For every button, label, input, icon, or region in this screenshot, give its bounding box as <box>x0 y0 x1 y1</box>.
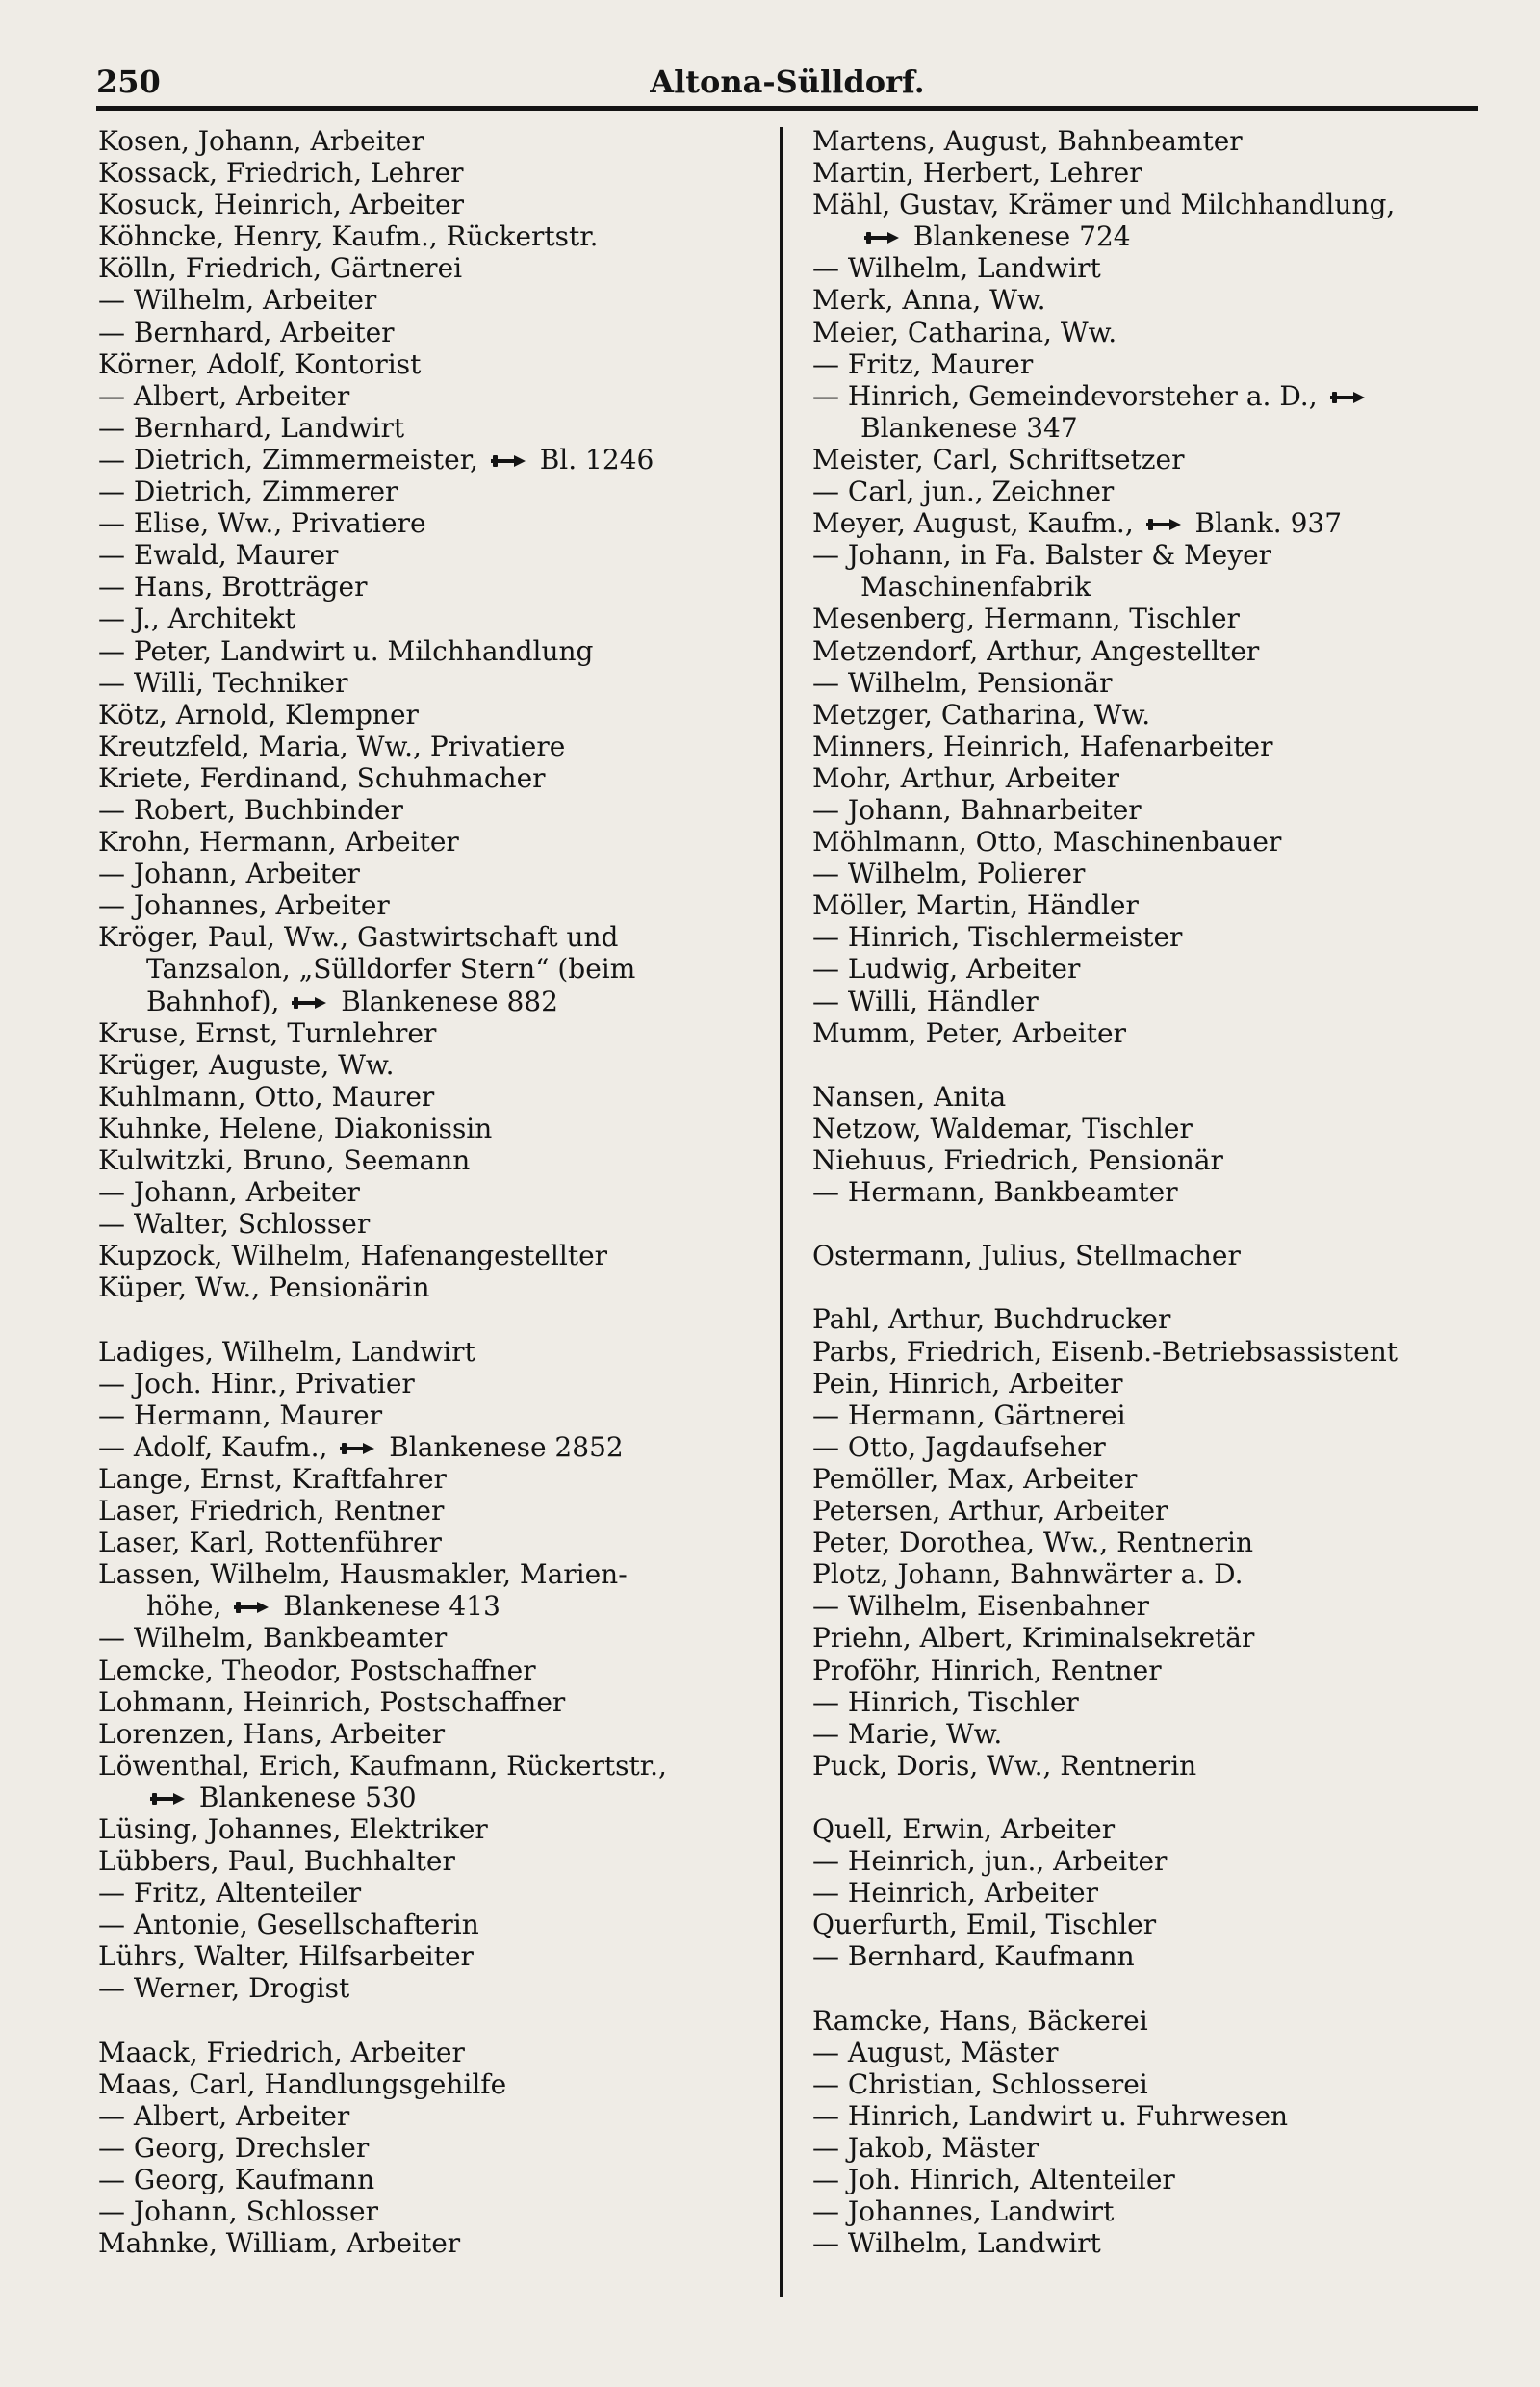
directory-entry <box>812 1176 1486 1208</box>
entry-line: — Hinrich, Tischler <box>812 1685 1079 1718</box>
entry-line: — Willi, Händler <box>812 985 1039 1017</box>
directory-entry <box>812 858 1486 889</box>
directory-entry <box>98 1463 772 1495</box>
entry-line: — Werner, Drogist <box>98 1972 350 2005</box>
directory-entry <box>812 1527 1486 1558</box>
directory-entry <box>98 571 772 603</box>
directory-entry <box>98 157 772 189</box>
directory-entry <box>98 889 772 921</box>
directory-entry <box>98 2132 772 2164</box>
directory-entry <box>812 1495 1486 1527</box>
entry-line: — Johann, Arbeiter <box>98 1176 360 1209</box>
entry-line: — Bernhard, Arbeiter <box>98 316 395 348</box>
telephone-icon <box>1330 391 1365 404</box>
column-divider <box>780 127 783 2297</box>
directory-entry <box>812 1017 1486 1049</box>
directory-entry <box>812 603 1486 634</box>
entry-line: — August, Mäster <box>812 2036 1059 2068</box>
directory-entry <box>812 699 1486 731</box>
directory-entry <box>812 1940 1486 1972</box>
telephone-icon <box>150 1792 185 1806</box>
directory-entry <box>98 1240 772 1271</box>
entry-line: — Elise, Ww., Privatiere <box>98 507 426 540</box>
directory-entry <box>98 1208 772 1240</box>
directory-entry <box>98 539 772 571</box>
entry-line: — Fritz, Altenteiler <box>98 1877 362 1910</box>
entry-line: Möller, Martin, Händler <box>812 889 1139 922</box>
directory-entry <box>812 2037 1486 2068</box>
entry-line: Lübbers, Paul, Buchhalter <box>98 1845 455 1878</box>
directory-entry <box>98 2100 772 2132</box>
directory-entry <box>812 444 1486 475</box>
entry-line: — Ludwig, Arbeiter <box>812 953 1081 986</box>
entry-line: Metzger, Catharina, Ww. <box>812 698 1151 731</box>
entry-line: — Georg, Drechsler <box>98 2131 370 2164</box>
directory-entry <box>98 1558 772 1622</box>
directory-entry <box>98 1049 772 1081</box>
directory-entry <box>98 1750 772 1813</box>
entry-line: — Robert, Buchbinder <box>98 793 403 826</box>
entry-line: Pahl, Arthur, Buchdrucker <box>812 1303 1171 1336</box>
directory-entry <box>98 2227 772 2259</box>
directory-entry <box>812 2068 1486 2100</box>
right-column <box>812 125 1486 2259</box>
entry-line: — Johannes, Landwirt <box>812 2195 1115 2228</box>
entry-line: — Albert, Arbeiter <box>98 379 350 412</box>
directory-entry <box>812 889 1486 921</box>
directory-entry <box>812 667 1486 699</box>
directory-entry <box>98 2195 772 2227</box>
directory-entry <box>98 1813 772 1845</box>
directory-entry <box>812 1431 1486 1463</box>
entry-line: — Joh. Hinrich, Altenteiler <box>812 2164 1175 2195</box>
directory-entry <box>812 539 1486 603</box>
directory-entry <box>98 762 772 794</box>
entry-line: Quell, Erwin, Arbeiter <box>812 1812 1116 1845</box>
telephone-icon <box>491 454 526 468</box>
directory-entry <box>812 1558 1486 1590</box>
directory-entry <box>98 794 772 826</box>
directory-entry <box>812 2227 1486 2259</box>
entry-line: Maas, Carl, Handlungsgehilfe <box>98 2067 507 2100</box>
directory-entry <box>812 252 1486 284</box>
directory-entry <box>98 1336 772 1368</box>
directory-entry <box>812 986 1486 1017</box>
entry-line: Laser, Friedrich, Rentner <box>98 1495 445 1527</box>
entry-line: — Johann, in Fa. Balster & Meyer <box>812 539 1272 572</box>
entry-line: Puck, Doris, Ww., Rentnerin <box>812 1749 1197 1782</box>
directory-entry <box>812 1399 1486 1431</box>
entry-line: Meier, Catharina, Ww. <box>812 316 1117 348</box>
directory-entry <box>98 1940 772 1972</box>
entry-line: — Wilhelm, Pensionär <box>812 666 1113 699</box>
directory-entry <box>98 380 772 412</box>
directory-entry <box>98 635 772 667</box>
directory-entry <box>98 1368 772 1399</box>
directory-entry <box>812 921 1486 953</box>
telephone-icon <box>292 996 326 1010</box>
directory-entry <box>812 1909 1486 1940</box>
directory-entry <box>98 317 772 348</box>
entry-line: Plotz, Johann, Bahnwärter a. D. <box>812 1558 1244 1591</box>
entry-line: Petersen, Arthur, Arbeiter <box>812 1495 1168 1527</box>
directory-entry <box>812 1622 1486 1654</box>
directory-entry <box>98 412 772 444</box>
directory-entry <box>98 252 772 284</box>
directory-entry <box>812 317 1486 348</box>
entry-line: Mähl, Gustav, Krämer und Milchhandlung, <box>812 189 1396 221</box>
directory-entry <box>812 380 1486 444</box>
entry-line: — Johannes, Arbeiter <box>98 889 390 922</box>
entry-line: Priehn, Albert, Kriminalsekretär <box>812 1622 1255 1655</box>
entry-continuation: Blankenese 724 <box>812 220 1486 252</box>
directory-entry <box>812 1686 1486 1718</box>
entry-line: Mohr, Arthur, Arbeiter <box>812 761 1119 794</box>
entry-line: — Wilhelm, Eisenbahner <box>812 1590 1150 1623</box>
entry-line: Pein, Hinrich, Arbeiter <box>812 1367 1123 1399</box>
directory-entry <box>812 1368 1486 1399</box>
entry-line: Lüsing, Johannes, Elektriker <box>98 1812 488 1845</box>
entry-line: — Hermann, Gärtnerei <box>812 1399 1126 1431</box>
entry-line: Lassen, Wilhelm, Hausmakler, Marien- <box>98 1558 628 1591</box>
directory-entry <box>812 348 1486 380</box>
directory-entry <box>98 1431 772 1463</box>
directory-entry <box>98 1718 772 1750</box>
entry-line: — Adolf, Kaufm., Blankenese 2852 <box>98 1430 624 1463</box>
directory-entry <box>812 1590 1486 1622</box>
entry-line: Martin, Herbert, Lehrer <box>812 157 1142 190</box>
directory-entry <box>98 444 772 475</box>
directory-entry <box>98 2068 772 2100</box>
entry-line: — Hinrich, Landwirt u. Fuhrwesen <box>812 2099 1289 2132</box>
entry-line: Küper, Ww., Pensionärin <box>98 1271 430 1304</box>
directory-entry <box>98 1144 772 1176</box>
entry-line: Querfurth, Emil, Tischler <box>812 1909 1157 1941</box>
directory-entry <box>812 189 1486 252</box>
directory-entry <box>812 284 1486 316</box>
entry-line: — Georg, Kaufmann <box>98 2164 375 2195</box>
entry-line: Peter, Dorothea, Ww., Rentnerin <box>812 1527 1254 1559</box>
running-title: Altona-Sülldorf. <box>650 64 925 100</box>
entry-line: — Marie, Ww. <box>812 1717 1003 1750</box>
entry-line: — Antonie, Gesellschafterin <box>98 1909 479 1941</box>
entry-line: Kruse, Ernst, Turnlehrer <box>98 1016 437 1049</box>
entry-line: Kosuck, Heinrich, Arbeiter <box>98 189 464 221</box>
entry-line: — Fritz, Maurer <box>812 347 1034 380</box>
entry-line: Proföhr, Hinrich, Rentner <box>812 1654 1162 1686</box>
entry-line: Kupzock, Wilhelm, Hafenangestellter <box>98 1240 608 1272</box>
directory-entry <box>98 1017 772 1049</box>
directory-entry <box>98 475 772 507</box>
directory-entry <box>812 1655 1486 1686</box>
entry-line: Mesenberg, Hermann, Tischler <box>812 603 1240 635</box>
telephone-icon <box>340 1442 374 1455</box>
entry-line: Netzow, Waldemar, Tischler <box>812 1112 1193 1144</box>
directory-entry <box>98 284 772 316</box>
entry-line: Meister, Carl, Schriftsetzer <box>812 443 1185 475</box>
directory-entry <box>812 2195 1486 2227</box>
entry-line: — Johann, Arbeiter <box>98 858 360 890</box>
entry-line: Kröger, Paul, Ww., Gastwirtschaft und <box>98 921 619 954</box>
directory-entry <box>812 1845 1486 1877</box>
directory-entry <box>98 921 772 1016</box>
entry-line: Krohn, Hermann, Arbeiter <box>98 826 459 859</box>
directory-entry <box>812 1813 1486 1845</box>
entry-line: — Johann, Schlosser <box>98 2195 378 2228</box>
entry-line: Mahnke, William, Arbeiter <box>98 2227 461 2260</box>
entry-line: Köhncke, Henry, Kaufm., Rückertstr. <box>98 220 599 253</box>
entry-line: — Dietrich, Zimmerer <box>98 475 398 508</box>
entry-line: — Willi, Techniker <box>98 666 348 699</box>
entry-line: — Hans, Brotträger <box>98 571 368 603</box>
directory-entry <box>812 731 1486 762</box>
directory-entry <box>98 1845 772 1877</box>
directory-entry <box>98 1877 772 1909</box>
entry-line: — Johann, Bahnarbeiter <box>812 793 1142 826</box>
entry-line: — Ewald, Maurer <box>98 539 339 572</box>
entry-line: — Heinrich, Arbeiter <box>812 1877 1098 1910</box>
entry-line: Kölln, Friedrich, Gärtnerei <box>98 252 463 285</box>
entry-continuation: Blankenese 530 <box>98 1782 772 1813</box>
directory-entry <box>812 2005 1486 2037</box>
directory-entry <box>98 125 772 157</box>
entry-line: Kossack, Friedrich, Lehrer <box>98 157 464 190</box>
directory-entry <box>98 731 772 762</box>
entry-line: Kuhnke, Helene, Diakonissin <box>98 1112 493 1144</box>
entry-line: — Hermann, Maurer <box>98 1399 383 1431</box>
directory-entry <box>812 1303 1486 1335</box>
entry-line: Metzendorf, Arthur, Angestellter <box>812 634 1260 667</box>
entry-line: Lemcke, Theodor, Postschaffner <box>98 1654 536 1686</box>
entry-line: — Carl, jun., Zeichner <box>812 475 1115 508</box>
entry-line: Minners, Heinrich, Hafenarbeiter <box>812 730 1273 762</box>
directory-entry <box>812 475 1486 507</box>
entry-line: Pemöller, Max, Arbeiter <box>812 1462 1138 1495</box>
entry-continuation: Blankenese 347 <box>860 411 1078 444</box>
entry-line: Lorenzen, Hans, Arbeiter <box>98 1717 446 1750</box>
directory-entry <box>98 1081 772 1113</box>
directory-entry <box>812 2164 1486 2195</box>
directory-entry <box>812 125 1486 157</box>
directory-entry <box>98 348 772 380</box>
entry-line: — Jakob, Mäster <box>812 2131 1040 2164</box>
directory-entry <box>812 2100 1486 2132</box>
entry-line: — J., Architekt <box>98 603 295 635</box>
directory-entry <box>98 2037 772 2068</box>
directory-entry <box>98 220 772 252</box>
entry-line: Kosen, Johann, Arbeiter <box>98 125 424 157</box>
directory-entry <box>812 1113 1486 1144</box>
entry-line: Laser, Karl, Rottenführer <box>98 1527 442 1559</box>
directory-entry <box>812 157 1486 189</box>
directory-entry <box>98 826 772 858</box>
telephone-icon <box>864 231 899 244</box>
page-number: 250 <box>96 64 161 100</box>
directory-entry <box>812 2132 1486 2164</box>
directory-entry <box>812 953 1486 985</box>
directory-entry <box>98 1972 772 2004</box>
directory-entry <box>812 1144 1486 1176</box>
directory-entry <box>812 1463 1486 1495</box>
directory-entry <box>812 1081 1486 1113</box>
header-rule <box>96 106 1478 111</box>
entry-line: — Hinrich, Gemeindevorsteher a. D., <box>812 380 1486 412</box>
entry-line: Kreutzfeld, Maria, Ww., Privatiere <box>98 730 566 762</box>
directory-entry <box>812 635 1486 667</box>
entry-line: — Peter, Landwirt u. Milchhandlung <box>98 634 594 667</box>
entry-line: Kötz, Arnold, Klempner <box>98 698 419 731</box>
page-header <box>96 58 1478 106</box>
entry-line: Maack, Friedrich, Arbeiter <box>98 2036 465 2068</box>
entry-line: Martens, August, Bahnbeamter <box>812 125 1243 157</box>
directory-entry <box>98 603 772 634</box>
entry-line: — Walter, Schlosser <box>98 1208 371 1241</box>
entry-line: Ramcke, Hans, Bäckerei <box>812 2004 1148 2037</box>
entry-line: Mumm, Peter, Arbeiter <box>812 1016 1126 1049</box>
telephone-icon <box>1146 518 1181 531</box>
entry-line: Nansen, Anita <box>812 1080 1007 1113</box>
entry-line: — Heinrich, jun., Arbeiter <box>812 1845 1168 1878</box>
directory-entry <box>98 1909 772 1940</box>
directory-entry <box>812 1718 1486 1750</box>
entry-line: Kuhlmann, Otto, Maurer <box>98 1080 435 1113</box>
directory-entry <box>98 1113 772 1144</box>
entry-line: Kriete, Ferdinand, Schuhmacher <box>98 761 546 794</box>
entry-line: Niehuus, Friedrich, Pensionär <box>812 1144 1223 1176</box>
entry-line: — Albert, Arbeiter <box>98 2099 350 2132</box>
entry-line: Parbs, Friedrich, Eisenb.-Betriebsassistent <box>812 1335 1398 1368</box>
entry-continuation: Bahnhof), Blankenese 882 <box>146 985 558 1017</box>
entry-line: Krüger, Auguste, Ww. <box>98 1048 395 1081</box>
directory-entry <box>98 1399 772 1431</box>
telephone-icon <box>234 1601 269 1614</box>
entry-line: Kulwitzki, Bruno, Seemann <box>98 1144 471 1176</box>
entry-line: Ladiges, Wilhelm, Landwirt <box>98 1335 475 1368</box>
directory-entry <box>98 1655 772 1686</box>
entry-line: — Hermann, Bankbeamter <box>812 1176 1178 1209</box>
entry-line: — Otto, Jagdaufseher <box>812 1430 1106 1463</box>
entry-line: — Joch. Hinr., Privatier <box>98 1367 415 1399</box>
entry-line: — Christian, Schlosserei <box>812 2067 1148 2100</box>
entry-line: Meyer, August, Kaufm., Blank. 937 <box>812 507 1343 540</box>
directory-entry <box>812 1750 1486 1782</box>
entry-line: — Wilhelm, Landwirt <box>812 252 1101 285</box>
entry-line: — Dietrich, Zimmermeister, Bl. 1246 <box>98 443 654 475</box>
entry-line: Ostermann, Julius, Stellmacher <box>812 1240 1241 1272</box>
entry-continuation: Maschinenfabrik <box>860 571 1091 603</box>
directory-entry <box>98 1176 772 1208</box>
entry-continuation: höhe, Blankenese 413 <box>146 1590 500 1623</box>
entry-line: Merk, Anna, Ww. <box>812 284 1046 317</box>
entry-line: Lührs, Walter, Hilfsarbeiter <box>98 1940 474 1973</box>
entry-line: — Wilhelm, Polierer <box>812 858 1086 890</box>
entry-line: — Wilhelm, Landwirt <box>812 2227 1101 2260</box>
directory-entry <box>98 858 772 889</box>
directory-entry <box>812 794 1486 826</box>
entry-line: — Bernhard, Landwirt <box>98 411 405 444</box>
entry-line: Lange, Ernst, Kraftfahrer <box>98 1462 447 1495</box>
directory-entry <box>98 1527 772 1558</box>
entry-line: Körner, Adolf, Kontorist <box>98 347 422 380</box>
directory-entry <box>98 699 772 731</box>
directory-entry <box>98 1495 772 1527</box>
directory-entry <box>812 762 1486 794</box>
entry-line: Löwenthal, Erich, Kaufmann, Rückertstr., <box>98 1749 667 1782</box>
directory-entry <box>98 1622 772 1654</box>
entry-line: — Wilhelm, Arbeiter <box>98 284 377 317</box>
directory-entry <box>812 507 1486 539</box>
entry-continuation: Tanzsalon, „Sülldorfer Stern“ (beim <box>146 953 636 986</box>
entry-line: — Hinrich, Tischlermeister <box>812 921 1183 954</box>
directory-entry <box>98 507 772 539</box>
directory-entry <box>812 826 1486 858</box>
entry-line: — Wilhelm, Bankbeamter <box>98 1622 448 1655</box>
directory-entry <box>812 1240 1486 1271</box>
entry-line: — Bernhard, Kaufmann <box>812 1940 1135 1973</box>
directory-entry <box>98 1271 772 1303</box>
directory-entry <box>98 2164 772 2195</box>
directory-entry <box>812 1336 1486 1368</box>
left-column <box>98 125 772 2259</box>
directory-entry <box>98 1686 772 1718</box>
directory-entry <box>98 189 772 220</box>
entry-line: Möhlmann, Otto, Maschinenbauer <box>812 826 1282 859</box>
entry-line: Lohmann, Heinrich, Postschaffner <box>98 1685 566 1718</box>
directory-entry <box>812 1877 1486 1909</box>
directory-entry <box>98 667 772 699</box>
